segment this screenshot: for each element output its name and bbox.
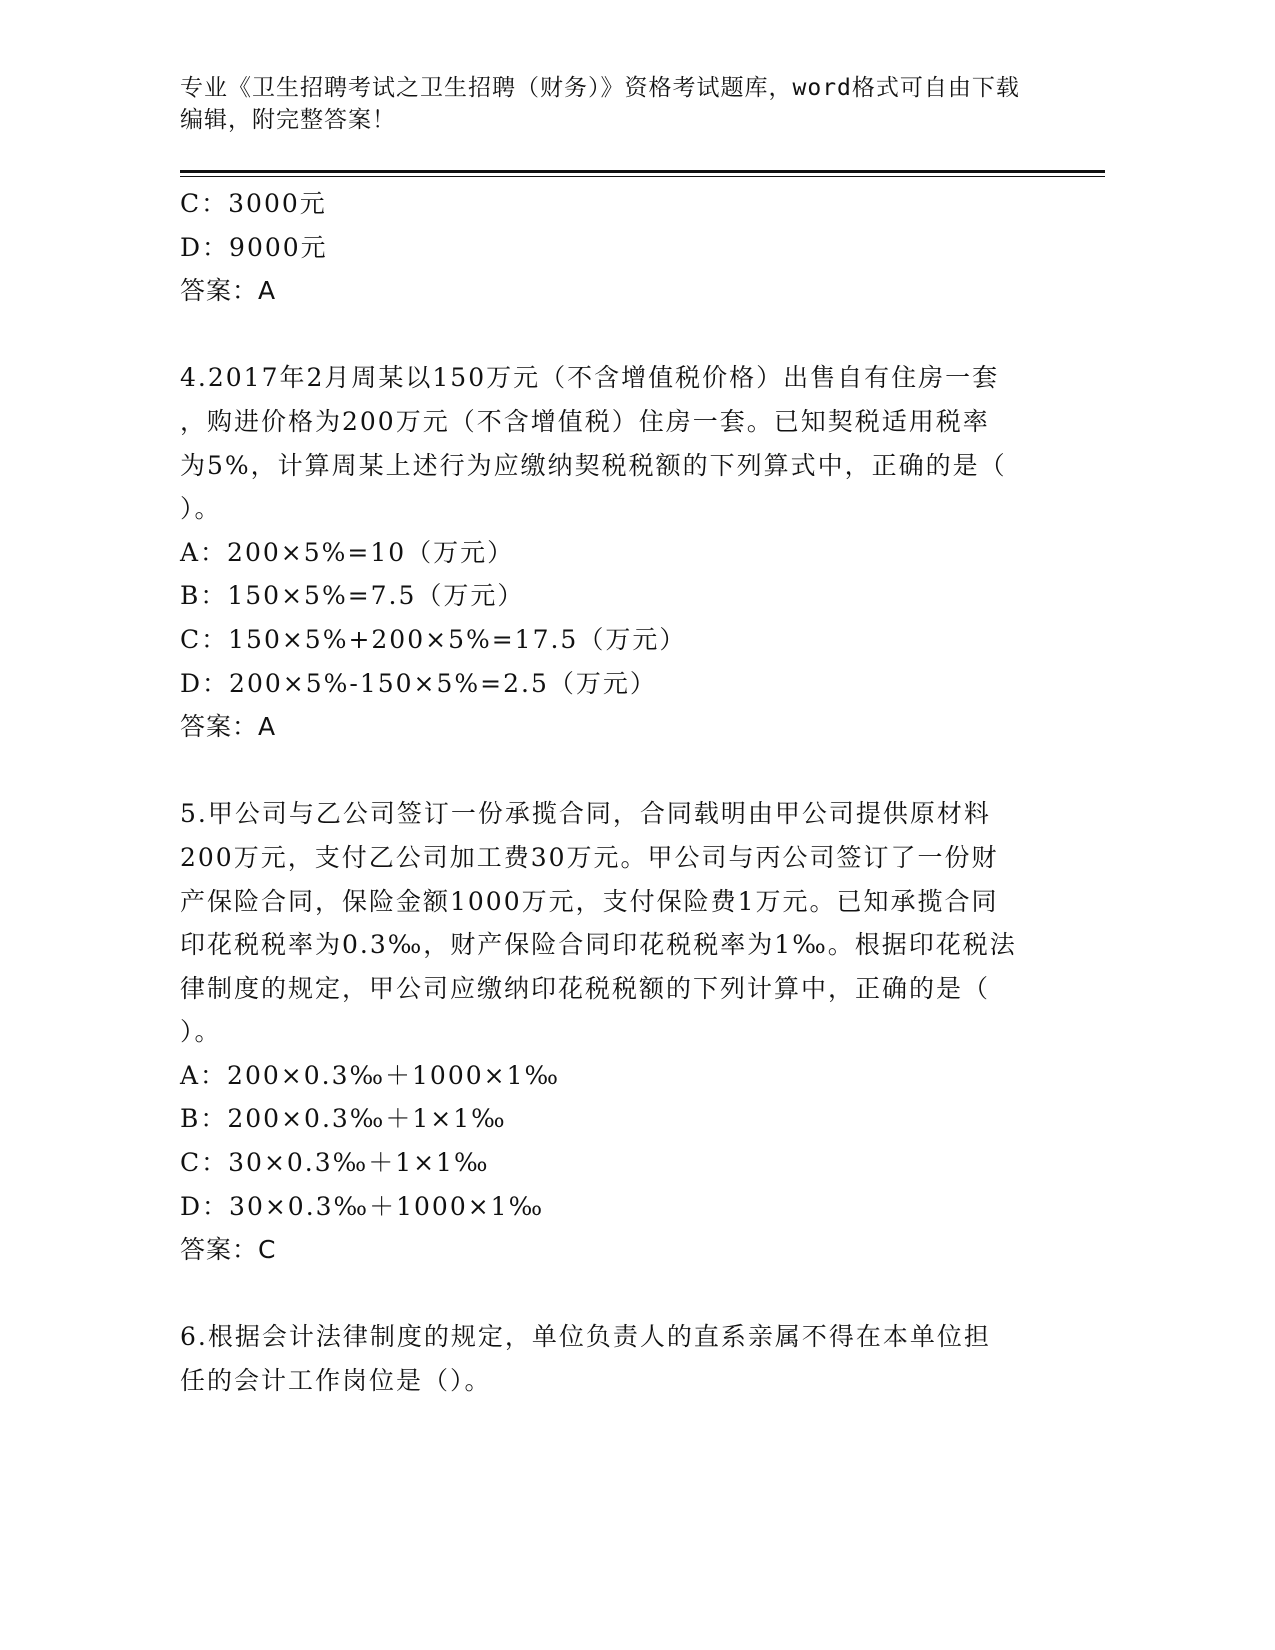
option-d: D：9000元 bbox=[180, 232, 328, 262]
option-a: A：200×5%=10（万元） bbox=[180, 537, 515, 567]
spacer bbox=[180, 1272, 1040, 1316]
question-stem-line: 律制度的规定，甲公司应缴纳印花税税额的下列计算中，正确的是（ bbox=[180, 973, 991, 1003]
question-stem-line: ，购进价格为200万元（不含增值税）住房一套。已知契税适用税率 bbox=[180, 406, 990, 436]
document-body bbox=[180, 182, 1040, 1403]
question-stem-line: 任的会计工作岗位是（）。 bbox=[180, 1366, 492, 1396]
question-stem-line: ）。 bbox=[180, 494, 222, 524]
document-header bbox=[180, 72, 1040, 136]
question-6 bbox=[180, 1315, 1040, 1402]
question-4 bbox=[180, 356, 1040, 748]
spacer bbox=[180, 749, 1040, 793]
question-5 bbox=[180, 792, 1040, 1272]
question-3-tail bbox=[180, 182, 1040, 313]
option-b: B：200×0.3‰＋1×1‰ bbox=[180, 1104, 507, 1134]
header-divider-thick bbox=[180, 170, 1105, 173]
option-d: D：30×0.3‰＋1000×1‰ bbox=[180, 1191, 545, 1221]
answer-line: 答案：A bbox=[180, 712, 277, 742]
option-c: C：150×5%+200×5%=17.5（万元） bbox=[180, 624, 687, 654]
question-stem-line: 5.甲公司与乙公司签订一份承揽合同，合同载明由甲公司提供原材料 bbox=[180, 799, 991, 829]
header-divider-thin bbox=[180, 176, 1105, 177]
answer-line: 答案：C bbox=[180, 1235, 277, 1265]
option-c: C：3000元 bbox=[180, 189, 327, 218]
question-stem-line: 印花税税率为0.3‰，财产保险合同印花税税率为1‰。根据印花税法 bbox=[180, 930, 1017, 960]
question-stem-line: ）。 bbox=[180, 1017, 222, 1047]
question-stem-line: 为5%，计算周某上述行为应缴纳契税税额的下列算式中，正确的是（ bbox=[180, 450, 1007, 480]
question-stem-line: 6.根据会计法律制度的规定，单位负责人的直系亲属不得在本单位担 bbox=[180, 1322, 991, 1352]
spacer bbox=[180, 313, 1040, 357]
header-line-2: 编辑，附完整答案！ bbox=[180, 107, 396, 133]
option-b: B：150×5%=7.5（万元） bbox=[180, 581, 525, 611]
question-stem-line: 4.2017年2月周某以150万元（不含增值税价格）出售自有住房一套 bbox=[180, 363, 1000, 393]
header-line-1: 专业《卫生招聘考试之卫生招聘（财务）》资格考试题库，word格式可自由下载 bbox=[180, 75, 1020, 101]
option-d: D：200×5%-150×5%=2.5（万元） bbox=[180, 668, 657, 698]
option-a: A：200×0.3‰＋1000×1‰ bbox=[180, 1060, 561, 1090]
option-c: C：30×0.3‰＋1×1‰ bbox=[180, 1148, 490, 1178]
answer-line: 答案：A bbox=[180, 276, 277, 306]
question-stem-line: 产保险合同，保险金额1000万元，支付保险费1万元。已知承揽合同 bbox=[180, 886, 999, 916]
question-stem-line: 200万元，支付乙公司加工费30万元。甲公司与丙公司签订了一份财 bbox=[180, 842, 999, 872]
